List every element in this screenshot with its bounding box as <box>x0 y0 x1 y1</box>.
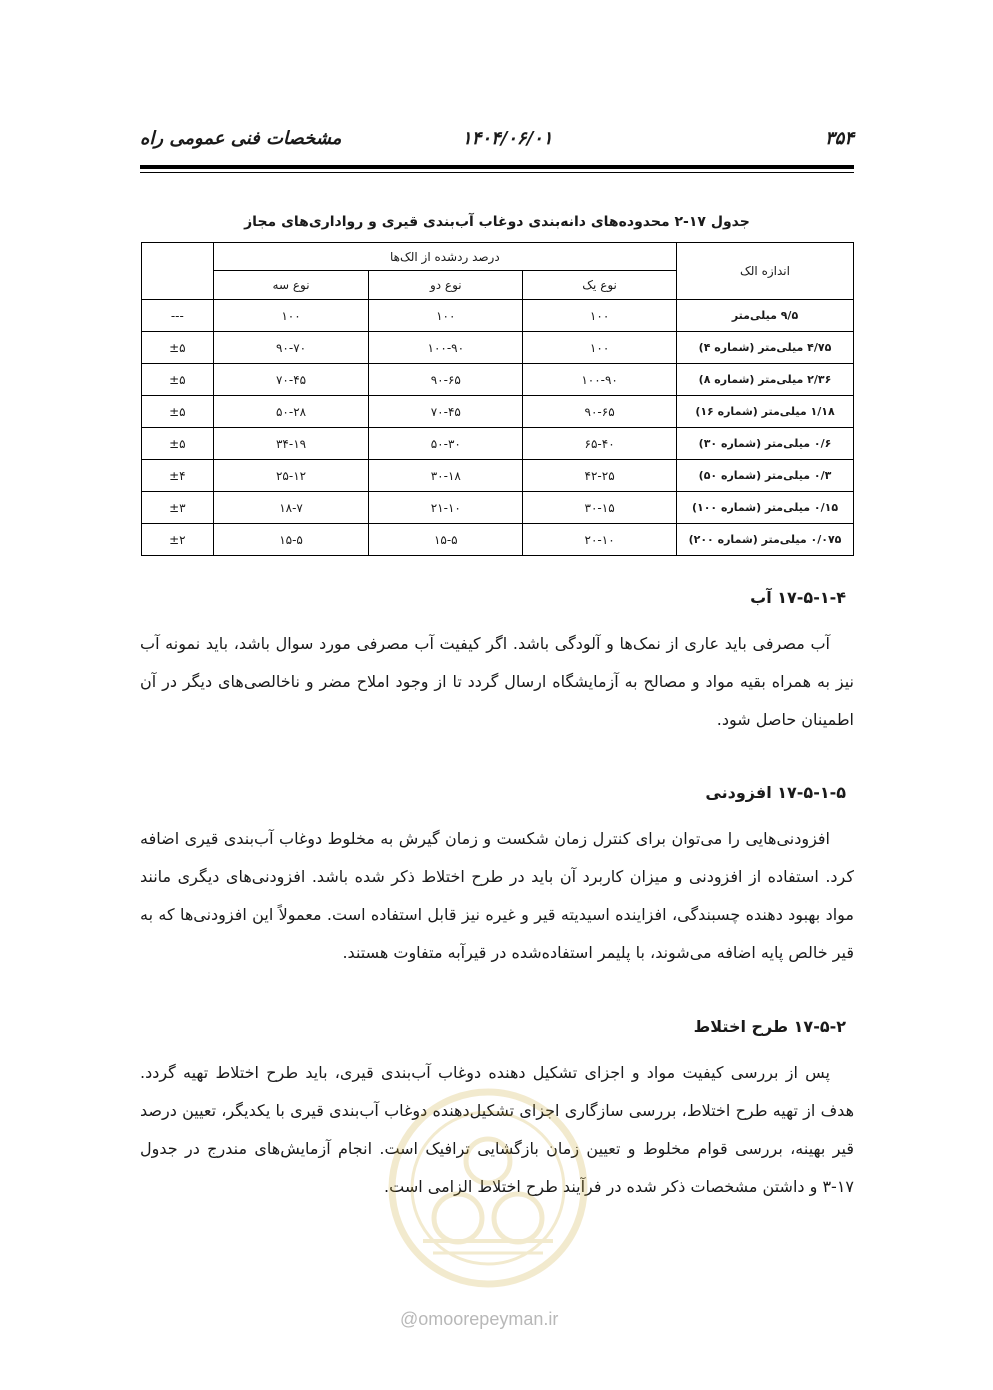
cell-type1: ۶۵-۴۰ <box>523 428 677 460</box>
header-rule-thick <box>140 165 854 169</box>
cell-type1: ۹۰-۶۵ <box>523 396 677 428</box>
table-row <box>142 364 854 396</box>
cell-type2: ۳۰-۱۸ <box>369 460 523 492</box>
cell-type1: ۱۰۰ <box>523 300 677 332</box>
cell-sieve: ۱/۱۸ میلی‌متر (شماره ۱۶) <box>677 396 854 428</box>
header-rule-thin <box>140 172 854 173</box>
cell-type1: ۳۰-۱۵ <box>523 492 677 524</box>
cell-type3: ۱۵-۵ <box>213 524 369 556</box>
cell-type2: ۱۰۰-۹۰ <box>369 332 523 364</box>
cell-sieve: ۲/۳۶ میلی‌متر (شماره ۸) <box>677 364 854 396</box>
cell-type2: ۷۰-۴۵ <box>369 396 523 428</box>
cell-type2: ۱۰۰ <box>369 300 523 332</box>
cell-type2: ۹۰-۶۵ <box>369 364 523 396</box>
section-paragraph: آب مصرفی باید عاری از نمک‌ها و آلودگی باشد. اگر کیفیت آب مصرفی مورد سوال باشد، باید نمونه آب نیز به همراه بقیه مواد و مصالح به آزمایشگاه ارسال گردد تا از وجود املاح مضر و ناخالصی‌های دیگر در آن اطمینان حاصل شود. <box>140 634 854 729</box>
col-header-type3: نوع سه <box>213 271 369 300</box>
table-row <box>142 524 854 556</box>
table-row <box>142 332 854 364</box>
cell-tolerance: --- <box>142 300 214 332</box>
cell-type3: ۱۰۰ <box>213 300 369 332</box>
table-row <box>142 492 854 524</box>
section-paragraph: پس از بررسی کیفیت مواد و اجزای تشکیل دهنده دوغاب آب‌بندی قیری، باید طرح اختلاط تهیه گردد. هدف از تهیه طرح اختلاط، بررسی سازگاری اجزای تشکیل‌دهنده دوغاب آب‌بندی قیری با یکدیگر، تعیین درصد قیر بهینه، بررسی قوام مخلوط و تعیین زمان بازگشایی ترافیک است. انجام آزمایش‌های مندرج در جدول ۱۷-۳ و داشتن مشخصات ذکر شده در فرآیند طرح اختلاط الزامی است. <box>140 1063 854 1196</box>
table-row <box>142 460 854 492</box>
header-title: مشخصات فنی عمومی راه <box>140 128 342 149</box>
cell-type2: ۲۱-۱۰ <box>369 492 523 524</box>
cell-type3: ۹۰-۷۰ <box>213 332 369 364</box>
cell-sieve: ۴/۷۵ میلی‌متر (شماره ۴) <box>677 332 854 364</box>
cell-type3: ۵۰-۲۸ <box>213 396 369 428</box>
table-row <box>142 300 854 332</box>
watermark-url: @omoorepeyman.ir <box>400 1309 559 1329</box>
cell-type1: ۱۰۰-۹۰ <box>523 364 677 396</box>
table-row <box>142 428 854 460</box>
cell-type3: ۳۴-۱۹ <box>213 428 369 460</box>
cell-tolerance: ±۵ <box>142 332 214 364</box>
cell-tolerance: ±۲ <box>142 524 214 556</box>
table-row <box>142 396 854 428</box>
cell-sieve: ۰/۱۵ میلی‌متر (شماره ۱۰۰) <box>677 492 854 524</box>
cell-type1: ۱۰۰ <box>523 332 677 364</box>
col-header-type2: نوع دو <box>369 271 523 300</box>
cell-type1: ۲۰-۱۰ <box>523 524 677 556</box>
section-heading: ۱۷-۵-۱-۴ آب <box>750 588 846 607</box>
page-number: ۳۵۴ <box>824 128 854 149</box>
cell-tolerance: ±۵ <box>142 364 214 396</box>
cell-type1: ۴۲-۲۵ <box>523 460 677 492</box>
section-water <box>140 588 854 739</box>
col-header-type1: نوع یک <box>523 271 677 300</box>
table-header-row <box>142 243 854 271</box>
watermark-logo <box>383 1083 593 1293</box>
cell-sieve: ۰/۰۷۵ میلی‌متر (شماره ۲۰۰) <box>677 524 854 556</box>
running-header <box>140 128 854 158</box>
cell-tolerance: ±۴ <box>142 460 214 492</box>
gradation-table <box>141 242 854 556</box>
cell-type2: ۱۵-۵ <box>369 524 523 556</box>
cell-tolerance: ±۵ <box>142 428 214 460</box>
cell-type3: ۱۸-۷ <box>213 492 369 524</box>
cell-tolerance: ±۳ <box>142 492 214 524</box>
section-additives <box>140 783 854 972</box>
col-header-spacer <box>142 243 214 300</box>
section-heading: ۱۷-۵-۱-۵ افزودنی <box>705 783 846 802</box>
table-caption: جدول ۱۷-۲ محدوده‌های دانه‌بندی دوغاب آب‌بندی قیری و رواداری‌های مجاز <box>244 214 750 230</box>
section-paragraph: افزودنی‌هایی را می‌توان برای کنترل زمان شکست و زمان گیرش به مخلوط دوغاب آب‌بندی قیری اضافه کرد. استفاده از افزودنی و میزان کاربرد آن باید در طرح اختلاط ذکر شده باشد. افزودنی‌های دیگری مانند مواد بهبود دهنده چسبندگی، افزاینده اسیدیته قیر و غیره نیز قابل استفاده است. معمولاً این افزودنی‌ها که به قیر خالص پایه اضافه می‌شوند، با پلیمر استفاده‌شده در قیرآبه متفاوت هستند. <box>140 829 854 962</box>
cell-type3: ۲۵-۱۲ <box>213 460 369 492</box>
cell-type2: ۵۰-۳۰ <box>369 428 523 460</box>
col-header-passing-group: درصد ردشده از الک‌ها <box>213 243 676 271</box>
section-heading: ۱۷-۵-۲ طرح اختلاط <box>693 1017 846 1036</box>
cell-type3: ۷۰-۴۵ <box>213 364 369 396</box>
header-date: ۱۴۰۴/۰۶/۰۱ <box>462 128 553 149</box>
col-header-sieve: اندازه الک <box>677 243 854 300</box>
cell-sieve: ۰/۶ میلی‌متر (شماره ۳۰) <box>677 428 854 460</box>
cell-tolerance: ±۵ <box>142 396 214 428</box>
cell-sieve: ۰/۳ میلی‌متر (شماره ۵۰) <box>677 460 854 492</box>
cell-sieve: ۹/۵ میلی‌متر <box>677 300 854 332</box>
